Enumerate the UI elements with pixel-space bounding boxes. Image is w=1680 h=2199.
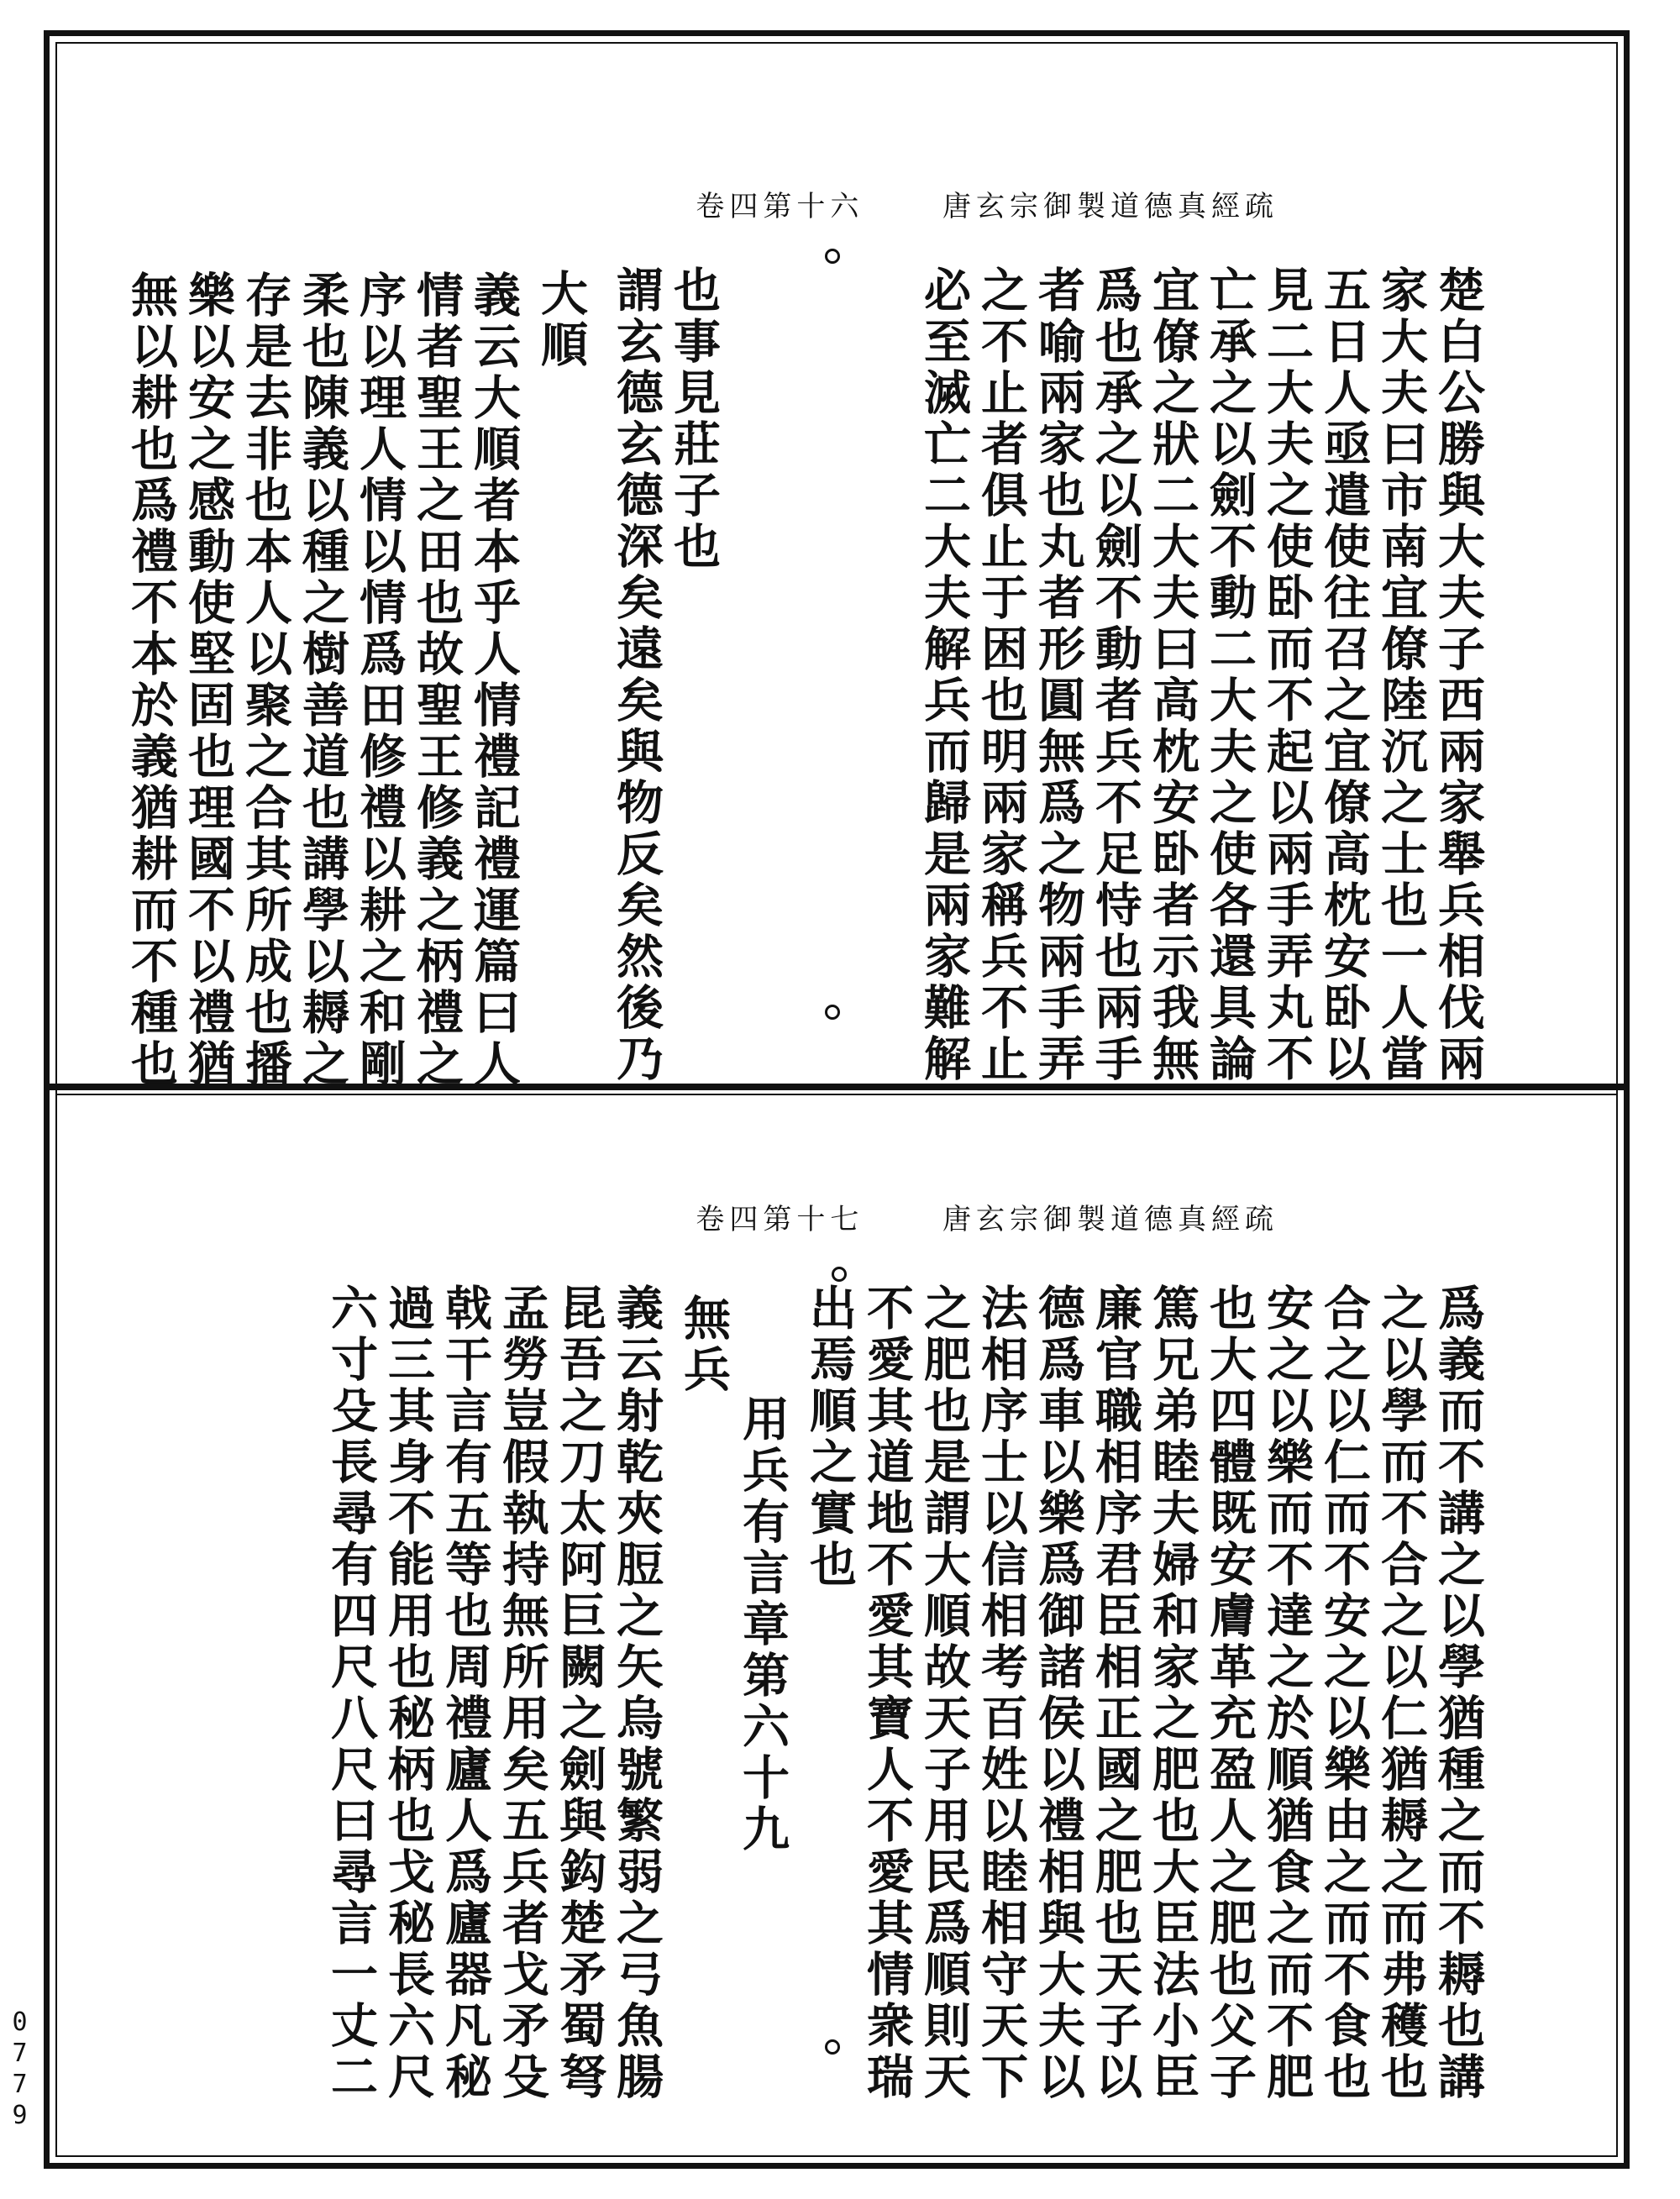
text-column: 亡承之以劍不動二大夫之使各還具論	[1202, 265, 1257, 1085]
text-column: 義云射乾夾脰之矢烏號繁弱之弓魚腸	[609, 1283, 664, 2103]
text-column: 存是去非也本人以聚之合其所成也播	[238, 270, 293, 1090]
text-column: 序以理人情以情爲田修禮以耕之和剛	[352, 270, 407, 1090]
panel-divider-thin	[55, 1094, 1618, 1095]
text-column: 用兵有言章第六十九	[735, 1394, 790, 1855]
text-column: 也事見莊子也	[666, 265, 722, 573]
text-column: 之以學而不合之以仁猶耨之而弗穫也	[1373, 1283, 1429, 2103]
text-column: 見二大夫之使卧而不起以兩手弄丸不	[1259, 265, 1315, 1085]
text-column: 篤兄弟睦夫婦和家之肥也大臣法小臣	[1145, 1283, 1200, 2103]
text-column: 無以耕也爲禮不本於義猶耕而不種也	[123, 270, 179, 1090]
text-column: 楚白公勝與大夫子西兩家舉兵相伐兩	[1431, 265, 1486, 1085]
collation-mark	[825, 1005, 840, 1020]
top-running-header	[696, 183, 1278, 224]
text-column: 柔也陳義以種之樹善道也講學以耨之	[295, 270, 350, 1090]
text-column: 家大夫曰市南宜僚陸沉之士也一人當	[1373, 265, 1429, 1085]
text-column: 出焉順之實也	[802, 1283, 858, 1591]
text-column: 情者聖王之田也故聖王修義之柄禮之	[409, 270, 465, 1090]
text-column: 廉官職相序君臣相正國之肥也天子以	[1088, 1283, 1143, 2103]
text-column: 德爲車以樂爲御諸侯以禮相與大夫以	[1031, 1283, 1086, 2103]
text-column: 之肥也是謂大順故天子用民爲順則天	[916, 1283, 972, 2103]
text-column: 之不止者俱止于困也明兩家稱兵不止	[974, 265, 1029, 1085]
text-column: 宜僚之狀二大夫曰高枕安卧者示我無	[1145, 265, 1200, 1085]
text-column: 戟干言有五等也周禮廬人爲廬器凡秘	[438, 1283, 493, 2103]
text-column: 爲也承之以劍不動者兵不足恃也兩手	[1088, 265, 1143, 1085]
bottom-header-title: 唐玄宗御製道德真經疏	[942, 1203, 1278, 1236]
top-header-volume: 卷四第十六	[696, 190, 864, 223]
text-column: 過三其身不能用也秘柄也戈秘長六尺	[381, 1283, 436, 2103]
text-column: 不愛其道地不愛其寶人不愛其情衆瑞	[859, 1283, 915, 2103]
collation-mark	[825, 2039, 840, 2055]
text-column: 者喻兩家也丸者形圓無爲之物兩手弄	[1031, 265, 1086, 1085]
text-column: 昆吾之刀太阿巨闕之劍與鈎楚矛蜀弩	[552, 1283, 607, 2103]
text-column: 謂玄德玄德深矣遠矣與物反矣然後乃	[609, 265, 664, 1085]
bottom-header-volume: 卷四第十七	[696, 1203, 864, 1236]
text-column: 六寸殳長尋有四尺八尺曰尋言一丈二	[323, 1283, 379, 2103]
text-column: 孟勞豈假執持無所用矣五兵者戈矛殳	[495, 1283, 550, 2103]
text-column: 合之以仁而不安之以樂由之而不食也	[1316, 1283, 1372, 2103]
text-column: 五日人亟遣使往召之宜僚高枕安卧以	[1316, 265, 1372, 1085]
folio-number: 0779	[5, 2007, 34, 2132]
text-column: 也大四體既安膚革充盈人之肥也父子	[1202, 1283, 1257, 2103]
text-column: 爲義而不講之以學猶種之而不耨也講	[1431, 1283, 1486, 2103]
text-column: 無兵	[676, 1294, 732, 1396]
text-column: 大順	[533, 269, 589, 371]
collation-mark	[825, 249, 840, 264]
text-column: 安之以樂而不達之於順猶食之而不肥	[1259, 1283, 1315, 2103]
bottom-running-header	[696, 1196, 1278, 1237]
text-column: 樂以安之感動使堅固也理國不以禮猶	[181, 270, 236, 1090]
text-column: 義云大順者本乎人情禮記禮運篇曰人	[466, 270, 522, 1090]
text-column: 必至滅亡二大夫解兵而歸是兩家難解	[916, 265, 972, 1085]
collation-mark	[832, 1267, 847, 1282]
text-column: 法相序士以信相考百姓以睦相守天下	[974, 1283, 1029, 2103]
top-header-title: 唐玄宗御製道德真經疏	[942, 190, 1278, 223]
